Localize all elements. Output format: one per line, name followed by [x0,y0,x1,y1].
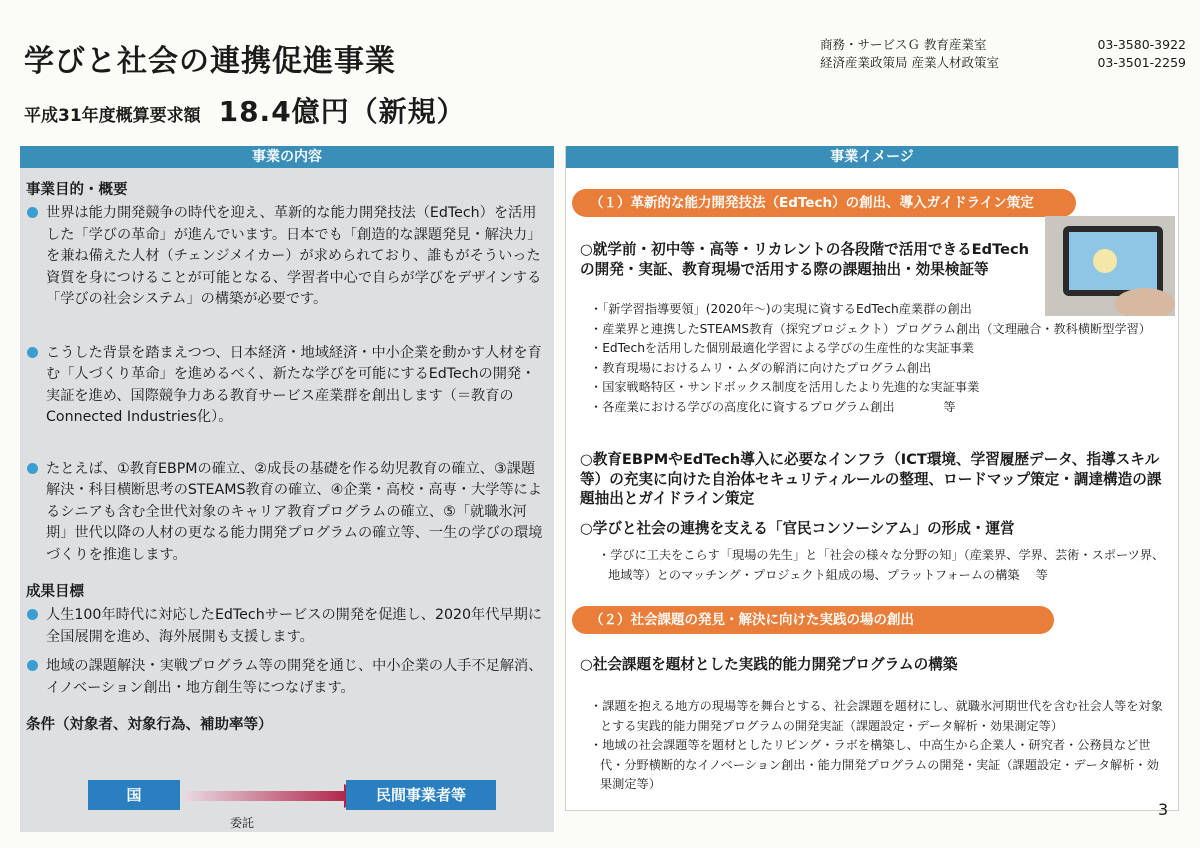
section2-pill: （２）社会課題の発見・解決に向けた実践の場の創出 [572,606,1054,634]
list-item: ・ 教育現場におけるムリ・ムダの解消に向けたプログラム創出 [590,359,1165,379]
list-item: ・ 各産業における学びの高度化に資するプログラム創出 等 [590,398,1165,418]
outcome-item [24,605,546,648]
section2-item1: ○社会課題を題材とした実践的能力開発プログラムの構築 [580,656,958,673]
left-panel-heading: 事業の内容 [20,146,554,168]
flow-from-box: 国 [88,780,180,810]
budget-amount: 18.4億円（新規） [218,95,466,128]
outcome-item [24,656,546,699]
purpose-item [24,203,546,311]
contact-dept: 経済産業政策局 産業人材政策室 [820,55,999,70]
left-panel [20,146,554,832]
bullet-icon [27,207,38,218]
section1-sub-list [590,300,1165,417]
page-title: 学びと社会の連携促進事業 [24,44,396,79]
list-item: ・ 課題を抱える地方の現場等を舞台とする、社会課題を題材にし、就職氷河期世代を含む社会人等を対象とする実践的能力開発プログラムの開発実証（課題設定・データ解析・効果測定等） [590,697,1165,736]
list-item: ・ EdTechを活用した個別最適化学習による学びの生産性的な実証事業 [590,339,1165,359]
section1-item2: ○教育EBPMやEdTech導入に必要なインフラ（ICT環境、学習履歴データ、指導スキル等）の充実に向けた自治体セキュリティルールの整理、ロードマップ策定・調達構造の課題抽出とガイドライン策定 [580,451,1162,507]
purpose-title: 事業目的・概要 [26,182,128,198]
outcome-title: 成果目標 [26,584,84,600]
purpose-item-text: こうした背景を踏まえつつ、日本経済・地域経済・中小企業を動かす人材を育む「人づくり革命」を進めるべく、新たな学びを可能にするEdTechの開発・実証を進め、国際競争力ある教育サービス産業群を創出します（＝教育のConnected Industries化）。 [46,344,542,425]
purpose-item-text: 世界は能力開発競争の時代を迎え、革新的な能力開発技法（EdTech）を活用した「学びの革命」が進んでいます。日本でも「創造的な課題発見・解決力」を兼ね備えた人材（チェンジメイカー）が求められており、誰もがそういった資質を身につけることが可能となる、学習者中心で自らが学びをデザインする「学びの社会システム」の構築が必要です。 [46,205,542,307]
contact-phone: 03-3501-2259 [1097,55,1186,70]
conditions-title: 条件（対象者、対象行為、補助率等） [26,717,273,733]
page-number: 3 [1158,800,1169,819]
contact-dept: 商務・サービスＧ 教育産業室 [820,37,987,52]
section1-item3: ○学びと社会の連携を支える「官民コンソーシアム」の形成・運営 [580,520,1015,537]
bullet-icon [27,660,38,671]
flow-diagram [28,780,548,830]
bullet-icon [27,609,38,620]
flow-to-box: 民間事業者等 [346,780,496,810]
list-item: ・ 産業界と連携したSTEAMS教育（探究プロジェクト）プログラム創出（文理融合・教科横断型学習） [590,320,1165,340]
right-panel-heading: 事業イメージ [566,146,1178,168]
list-item: ・ 「新学習指導要領」(2020年～)の実現に資するEdTech産業群の創出 [590,300,1165,320]
section1-sub3-list [598,546,1166,585]
outcome-item-text: 地域の課題解決・実戦プログラム等の開発を通じ、中小企業の人手不足解消、イノベーション創出・地方創生等につなげます。 [46,658,543,696]
purpose-item [24,343,546,429]
bullet-icon [27,463,38,474]
contact-row [820,36,1186,54]
contact-phone: 03-3580-3922 [1097,37,1186,52]
section2-sub-list [590,697,1165,795]
list-item: ・ 地域の社会課題等を題材としたリビング・ラボを構築し、中高生から企業人・研究者・公務員など世代・分野横断的なイノベーション創出・能力開発プログラムの開発・実証（課題設定・データ解析・効果測定等） [590,736,1165,795]
section1-item1: ○就学前・初中等・高等・リカレントの各段階で活用できるEdTechの開発・実証、教育現場で活用する際の課題抽出・効果検証等 [580,241,1030,278]
section1-pill: （１）革新的な能力開発技法（EdTech）の創出、導入ガイドライン策定 [572,189,1076,217]
list-item: ・ 国家戦略特区・サンドボックス制度を活用したより先進的な実証事業 [590,378,1165,398]
budget-line [24,90,466,130]
purpose-item-text: たとえば、①教育EBPMの確立、②成長の基礎を作る幼児教育の確立、③課題解決・科目横断思考のSTEAMS教育の確立、④企業・高校・高専・大学等によるシニアも含む全世代対象のキャリア教育プログラムの確立、⑤「就職氷河期」世代以降の人材の更なる能力開発プログラムの確立等、一生の学びの環境づくりを推進します。 [46,460,543,563]
flow-label: 委託 [230,816,255,830]
arrow-right-icon [184,784,368,808]
contact-box [820,36,1186,100]
outcome-item-text: 人生100年時代に対応したEdTechサービスの開発を促進し、2020年代早期に全国展開を進め、海外展開も支援します。 [46,607,542,645]
contact-row [820,54,1186,72]
purpose-item [24,459,546,567]
budget-label: 平成31年度概算要求額 [24,106,201,126]
list-item: ・ 学びに工夫をこらす「現場の先生」と「社会の様々な分野の知」（産業界、学界、芸術・スポーツ界、地域等）とのマッチング・プロジェクト組成の場、プラットフォームの構築 等 [598,546,1166,585]
bullet-icon [27,347,38,358]
